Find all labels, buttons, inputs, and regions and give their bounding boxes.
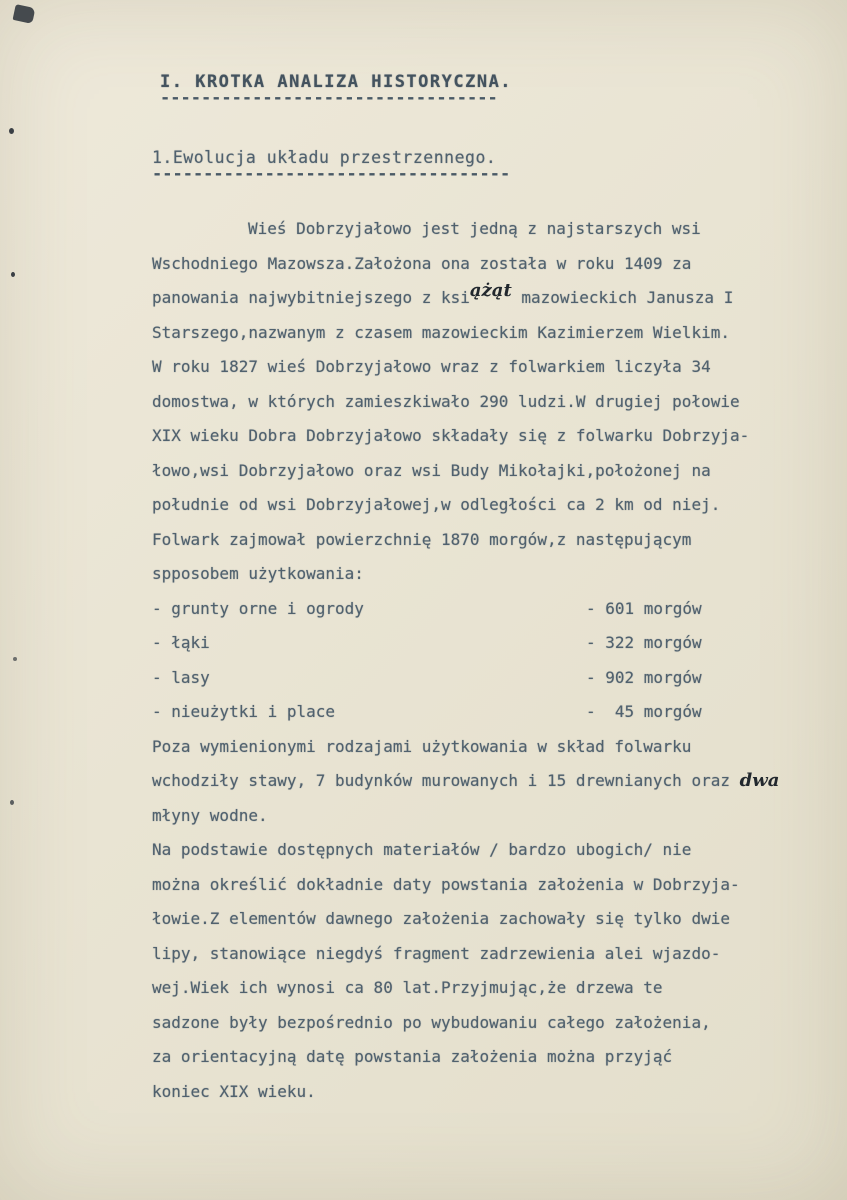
heading-block — [160, 70, 512, 108]
text-line: Na podstawie dostępnych materiałów / bardzo ubogich/ nie — [152, 840, 692, 859]
land-use-row — [152, 695, 792, 730]
handwritten-correction: ążąt — [469, 280, 512, 301]
text-line: Wieś Dobrzyjałowo jest jedną z najstarszych wsi — [248, 219, 701, 238]
section-heading: I. KROTKA ANALIZA HISTORYCZNA. — [160, 72, 513, 92]
text-line: łowo,wsi Dobrzyjałowo oraz wsi Budy Mikołajki,położonej na — [152, 460, 711, 480]
land-use-value: - 322 morgów — [586, 633, 702, 652]
text-line: Wschodniego Mazowsza.Założona ona została w roku 1409 za — [152, 253, 692, 273]
heading-underline: --------------------------------- — [160, 88, 498, 108]
text-line: sadzone były bezpośrednio po wybudowaniu całego założenia, — [152, 1012, 711, 1032]
text-line: lipy, stanowiące niegdyś fragment zadrzewienia alei wjazdo- — [152, 943, 721, 963]
subheading-underline: ----------------------------------- — [152, 164, 511, 184]
paper-speck — [11, 272, 15, 277]
text-line: wej.Wiek ich wynosi ca 80 lat.Przyjmując,że drzewa te — [152, 978, 663, 997]
paper-corner-mark — [13, 4, 36, 24]
text-line: łowie.Z elementów dawnego założenia zachowały się tylko dwie — [152, 909, 730, 928]
subsection-heading: 1.Ewolucja układu przestrzennego. — [152, 148, 497, 167]
text-segment: mazowieckich Janusza I — [511, 288, 734, 307]
paper-speck — [13, 657, 17, 661]
document-body — [152, 212, 792, 1109]
text-line: młyny wodne. — [152, 805, 268, 825]
land-use-value: - 45 morgów — [586, 702, 702, 721]
handwritten-insertion: dwa — [739, 770, 780, 791]
subheading-block — [152, 146, 510, 184]
text-line: Poza wymienionymi rodzajami użytkowania w skład folwarku — [152, 736, 692, 756]
land-use-label: - lasy — [152, 667, 210, 687]
land-use-label: - grunty orne i ogrody — [152, 598, 364, 618]
paper-speck — [9, 128, 14, 134]
text-line: XIX wieku Dobra Dobrzyjałowo składały się z folwarku Dobrzyja- — [152, 426, 750, 445]
text-line: W roku 1827 wieś Dobrzyjałowo wraz z folwarkiem liczyła 34 — [152, 357, 711, 376]
text-line — [152, 281, 792, 316]
land-use-value: - 601 morgów — [586, 598, 702, 618]
land-use-label: - łąki — [152, 633, 210, 652]
text-line: domostwa, w których zamieszkiwało 290 ludzi.W drugiej połowie — [152, 391, 740, 411]
text-line: Folwark zajmował powierzchnię 1870 morgów,z następującym — [152, 529, 692, 549]
land-use-label: - nieużytki i place — [152, 702, 336, 721]
text-segment: wchodziły stawy, 7 budynków murowanych i 15 drewnianych oraz — [152, 771, 740, 790]
land-use-row — [152, 626, 792, 661]
text-line — [152, 764, 792, 799]
text-line: można określić dokładnie daty powstania założenia w Dobrzyja- — [152, 874, 740, 894]
text-segment: panowania najwybitniejszego z ksi — [152, 288, 470, 307]
land-use-row — [152, 592, 792, 627]
text-line: południe od wsi Dobrzyjałowej,w odległości ca 2 km od niej. — [152, 495, 721, 514]
text-line: Starszego,nazwanym z czasem mazowieckim Kazimierzem Wielkim. — [152, 322, 730, 342]
paper-speck — [10, 800, 14, 805]
text-line: za orientacyjną datę powstania założenia można przyjąć — [152, 1047, 673, 1066]
land-use-row — [152, 661, 792, 696]
text-line: koniec XIX wieku. — [152, 1081, 316, 1101]
land-use-value: - 902 morgów — [586, 667, 702, 687]
text-line: spposobem użytkowania: — [152, 564, 364, 583]
